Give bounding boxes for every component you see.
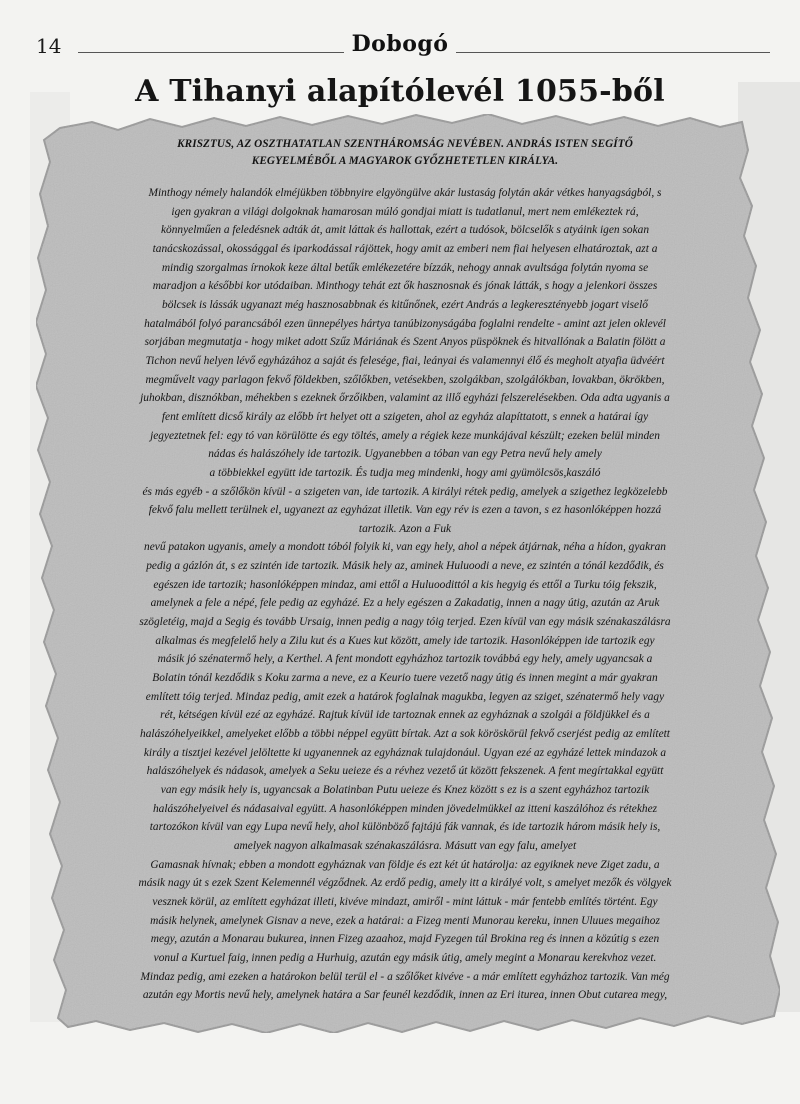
running-title: Dobogó xyxy=(344,31,457,57)
body-line: halászóhelyeivel és nádasaival együtt. A hasonlóképpen minden jövedelmükkel az itteni kaszálóhoz és rétekhez xyxy=(152,802,658,815)
body-line: alkalmas és megfelelő hely a Zilu kut és a Kues kut között, amely ide tartozik. Hasonlóképpen ide tartozik egy xyxy=(155,634,655,647)
body-line: juhokban, disznókban, méhekben s ezeknek őrzőikben, valamint az illő egyházi felszerelésekben. Oda adta ugyanis a xyxy=(140,392,670,405)
body-line: vonul a Kurtuel faig, innen pedig a Hurhuig, azután egy másik útig, amely megint a Monarau kerekvhoz vezet. xyxy=(153,951,657,964)
body-line: amelynek a fele a népé, fele pedig az egyházé. Ez a hely egészen a Zakadatig, innen a nagy útig, azután az Aruk xyxy=(150,597,660,610)
body-line: azután egy Mortis nevű hely, amelynek határa a Sar feunél kezdődik, innen az Eri iturea, innen Obut cutarea megy, xyxy=(142,989,668,1002)
body-line: halászóhelyek és nádasok, amelyek a Seku ueieze és a révhez vezető út között fekszenek. A fent megírtakkal együtt xyxy=(146,765,664,778)
body-line: rét, kétségen kívül ezé az egyházé. Rajtuk kívül ide tartoznak ennek az egyháznak a szolgái a földjükkel és a xyxy=(160,709,650,722)
body-line: Mindaz pedig, ami ezeken a határokon belül terül el - a szőlőket kivéve - a már említett egyházhoz tartozik. Van még xyxy=(140,970,670,983)
charter-text-block xyxy=(70,136,740,1026)
body-line: és más egyéb - a szőlőkön kívül - a szigeten van, ide tartozik. A királyi rétek pedig, amelyek a szigethez legközelebb xyxy=(142,485,668,498)
body-line: sorjában megmutatja - hogy miket adott Szűz Máriának és Szent Anyos püspöknek és hitvallónak a Balatin fölött a xyxy=(144,336,666,349)
invocation-line: KEGYELMÉBŐL A MAGYAROK GYŐZHETETLEN KIRÁLYA. xyxy=(251,155,559,167)
body-line: Tichon nevű helyen lévő egyházához a saját és felesége, fiai, leányai és valamennyi élő és megholt atyafia üdvéért xyxy=(145,354,665,367)
body-line: másik nagy út s ezek Szent Kelemennél végződnek. Az erdő pedig, amely itt a királyé volt, s amelyet mezők és völgyek xyxy=(138,877,672,890)
body-line: könnyelműen a feledésnek adták át, amit láttak és hallottak, ezért a tudósok, bölcselők s atyáink igen sokan xyxy=(160,224,650,237)
article-title: A Tihanyi alapítólevél 1055-ből xyxy=(135,74,665,109)
body-line: Bolatin tónál kezdődik s Koku zarma a neve, ez a Keurio tuere vezető nagy útig és innen megint a már gyakran xyxy=(152,672,658,685)
charter-invocation xyxy=(70,136,740,170)
body-line: van egy másik hely is, ugyancsak a Bolatinban Putu ueieze és Knez között s ez is a szent egyházhoz tartozik xyxy=(160,784,650,796)
body-line: amelyek nagyon alkalmasak szénakaszálásra. Másutt van egy falu, amelyet xyxy=(233,839,577,852)
body-line: megy, azután a Monarau bukurea, innen Fizeg azaahoz, majd Fyzegen túl Brokina reg és innen a közútig s ezen xyxy=(150,933,660,946)
body-line: nevű patakon ugyanis, amely a mondott tóból folyik ki, van egy hely, ahol a népek átjárnak, néha a hídon, gyakran xyxy=(144,541,666,554)
body-line: maradjon a későbbi kor utódaiban. Minthogy tehát ezt ők hasznosnak és jónak látták, s hogy a jelenkori összes xyxy=(152,280,658,293)
body-line: másik jó szénatermő hely, a Kerthel. A fent mondott egyházhoz tartozik továbbá egy hely, amely ugyancsak a xyxy=(157,653,653,666)
body-line: jegyeztetnek fel: egy tó van körülötte és egy töltés, amely a régiek keze munkájával készült; ezeken belül minden xyxy=(150,429,660,442)
invocation-line: KRISZTUS, AZ OSZTHATATLAN SZENTHÁROMSÁG NEVÉBEN. ANDRÁS ISTEN SEGÍTŐ xyxy=(177,138,633,150)
body-line: megművelt vagy parlagon fekvő földekben, szőlőkben, vetésekben, szolgákban, szolgálókban, lovakban, ökrökben, xyxy=(145,373,665,386)
page-number: 14 xyxy=(36,34,62,58)
body-line: egészen ide tartozik; hasonlóképpen mindaz, ami ettől a Huluoodittól a kis hegyig és ettől a Turku tóig fekszik, xyxy=(153,578,657,591)
body-line: Gamasnak hívnak; ebben a mondott egyháznak van földje és ezt két út határolja: az egyiknek neve Ziget zadu, a xyxy=(150,858,660,871)
body-line: a többiekkel együtt ide tartozik. És tudja meg mindenki, hogy ami gyümölcsös,kaszáló xyxy=(209,466,601,479)
body-line: halászóhelyeikkel, amelyeket előbb a többi néppel együtt bírtak. Azt a sok köröskörül fekvő cserjést pedig az említett xyxy=(140,728,670,741)
body-line: említett tóig terjed. Mindaz pedig, amit ezek a határok foglalnak magukba, legyen az sziget, szénatermő hely vagy xyxy=(145,690,665,703)
body-line: fent említett dicső király az előbb írt helyet ott a szigeten, ahol az egyház alapíttatott, s ennek a határai így xyxy=(161,410,649,423)
body-line: Minthogy némely halandók elméjükben többnyire elgyöngülve akár lustaság folytán akár vétkes hanyagságból, s xyxy=(148,187,662,199)
body-line: pedig a gázlón át, s ez szintén ide tartozik. Másik hely az, aminek Huluoodi a neve, ez szintén a tónál kezdődik, és xyxy=(146,560,664,573)
body-line: szögletéig, majd a Segig és tovább Ursaig, innen pedig a nagy tóig terjed. Ezen kívül van egy másik szénakaszálásra xyxy=(139,616,671,629)
body-line: bölcsek is lássák ugyanazt még hasznosabbnak és kitűnőnek, ezért András a legkeresztényebb jogart viselő xyxy=(162,298,648,311)
body-line: király a tisztjei kezével jelöltette ki ugyanennek az egyháznak tulajdonául. Ugyan ezé az egyházé lettek mindazok a xyxy=(143,746,667,759)
charter-body xyxy=(70,184,740,1005)
body-line: tartozik. Azon a Fuk xyxy=(358,522,452,535)
body-line: igen gyakran a világi dolgoknak hamarosan múló gondjai miatt is tudatlanul, mert nem emlékeztek rá, xyxy=(171,205,639,218)
body-line: hatalmából folyó parancsából ezen ünnepélyes hártya tanúbizonyságába foglalni rendelte - amint azt jelen oklevél xyxy=(144,317,666,330)
body-line: tanácskozással, okossággal és iparkodással rájöttek, hogy amit az emberi nem fiai helyesen elhatároztak, azt a xyxy=(152,242,658,255)
body-line: tartozókon kívül van egy Lupa nevű hely, ahol különböző fajtájú fák vannak, és ide tartozik három másik hely is, xyxy=(149,821,661,834)
body-line: vesznek körül, az említett egyházat illeti, kivéve mindazt, amiről - mint láttuk - már fentebb említés történt. Egy xyxy=(152,895,658,908)
body-line: másik helynek, amelynek Gisnav a neve, ezek a határai: a Fizeg menti Munorau kereku, innen Uluues megaihoz xyxy=(150,914,660,927)
body-line: fekvő falu mellett terülnek el, ugyanezt az egyházat illetik. Van egy rév is ezen a tavon, s ez hasonlóképpen hozzá xyxy=(148,504,662,517)
body-line: mindig szorgalmas írnokok keze által betűk emlékezetére bízzák, nehogy annak avultsága folytán nyoma se xyxy=(161,261,649,274)
body-line: nádas és halászóhely ide tartozik. Ugyanebben a tóban van egy Petra nevű hely amely xyxy=(208,448,602,461)
